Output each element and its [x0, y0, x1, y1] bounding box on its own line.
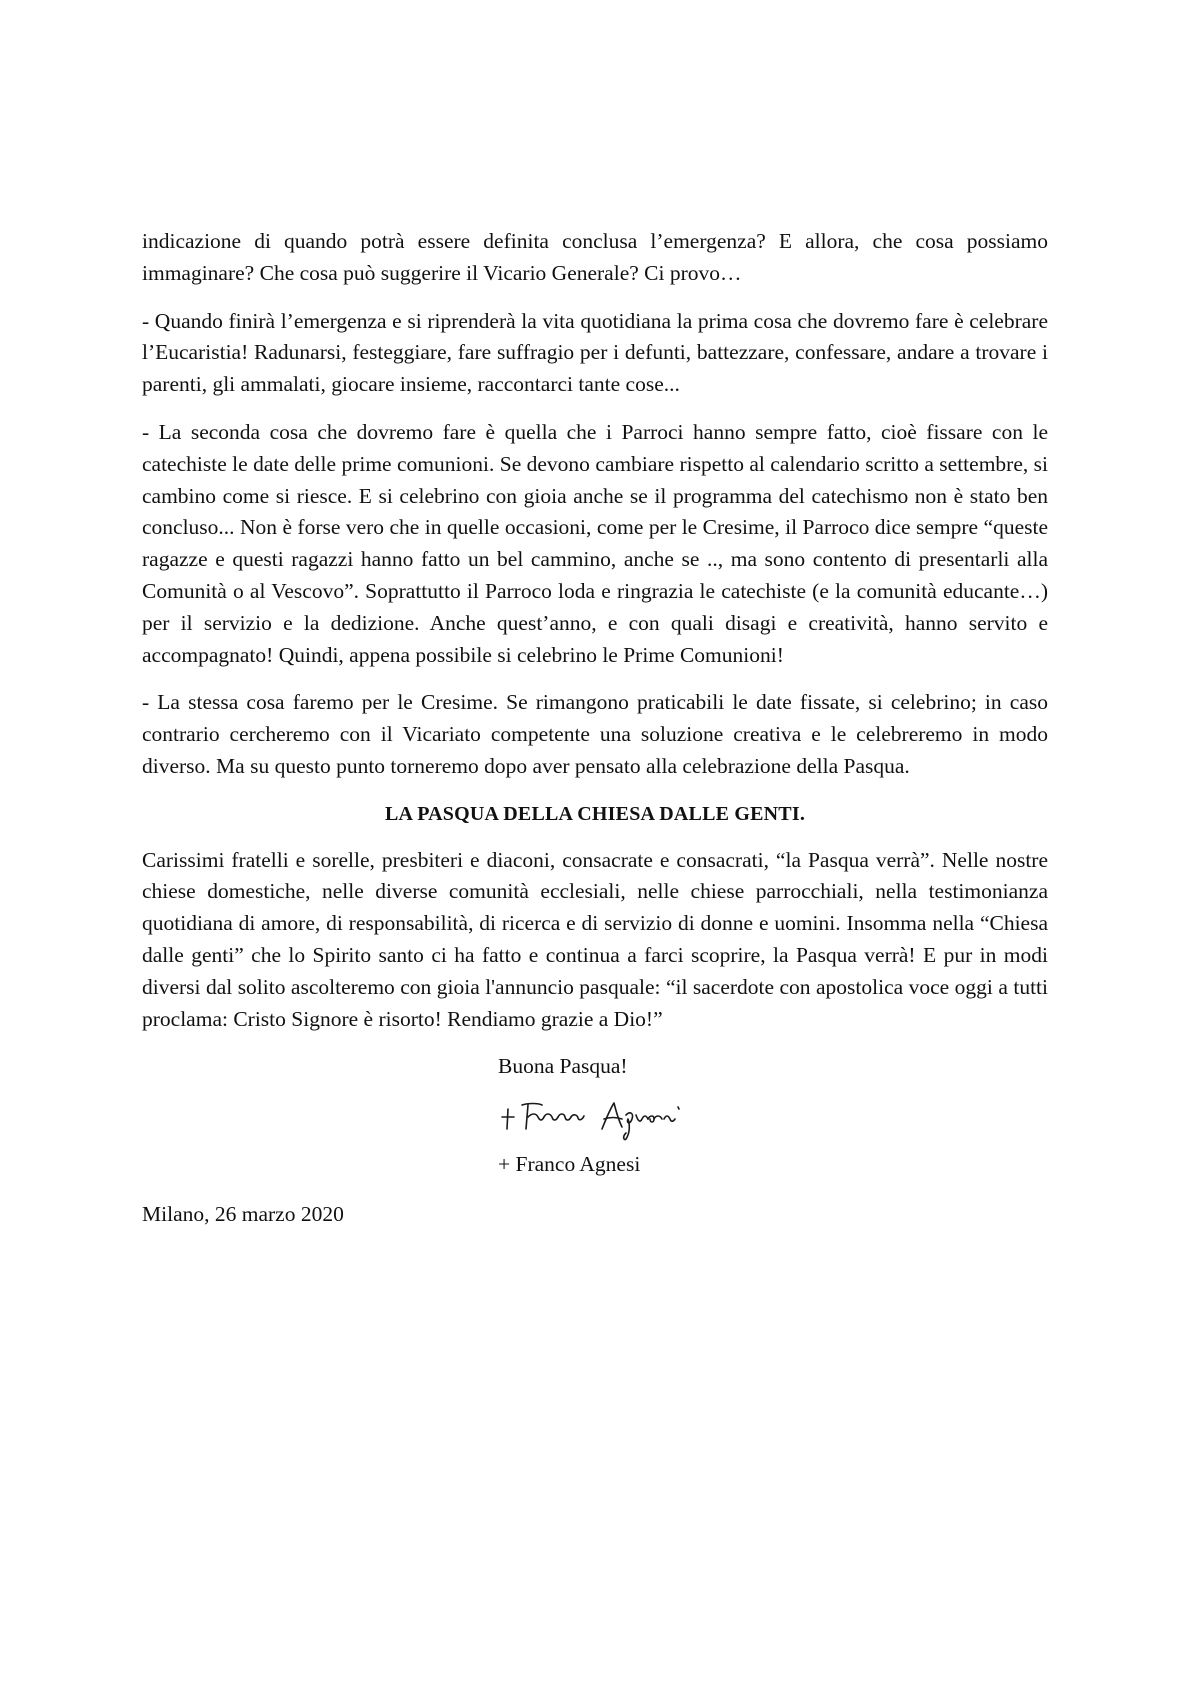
- signer-name: + Franco Agnesi: [498, 1152, 641, 1177]
- paragraph-eucharist: - Quando finirà l’emergenza e si riprenderà la vita quotidiana la prima cosa che dovremo fare è celebrare l’Eucaristia! Radunarsi, festeggiare, fare suffragio per i defunti, battezzare, confessare, andare a trovare i parenti, gli ammalati, giocare insieme, raccontarci tante cose...: [142, 308, 1048, 397]
- signature-icon: [498, 1089, 698, 1145]
- place-date: Milano, 26 marzo 2020: [142, 1201, 344, 1226]
- paragraph-confirmations: - La stessa cosa faremo per le Cresime. Se rimangono praticabili le date fissate, si celebrino; in caso contrario cercheremo con il Vicariato competente una soluzione creativa e le celebreremo in modo diverso. Ma su questo punto torneremo dopo aver pensato alla celebrazione della Pasqua.: [142, 690, 1048, 778]
- letter-body: [142, 226, 1048, 1231]
- closing-greeting: Buona Pasqua!: [498, 1054, 628, 1079]
- paragraph-easter: Carissimi fratelli e sorelle, presbiteri e diaconi, consacrate e consacrati, “la Pasqua verrà”. Nelle nostre chiese domestiche, nelle diverse comunità ecclesiali, nelle chiese parrocchiali, nella testimonianza quotidiana di amore, di responsabilità, di ricerca e di servizio di donne e uomini. Insomma nella “Chiesa dalle genti” che lo Spirito santo ci ha fatto e continua a farci scoprire, la Pasqua verrà! E pur in modi diversi dal solito ascolteremo con gioia l'annuncio pasquale: “il sacerdote con apostolica voce oggi a tutti proclama: Cristo Signore è risorto! Rendiamo grazie a Dio!”: [142, 847, 1048, 1031]
- section-heading: LA PASQUA DELLA CHIESA DALLE GENTI.: [384, 802, 806, 825]
- paragraph-first-communions: - La seconda cosa che dovremo fare è quella che i Parroci hanno sempre fatto, cioè fissare con le catechiste le date delle prime comunioni. Se devono cambiare rispetto al calendario scritto a settembre, si cambino come si riesce. E si celebrino con gioia anche se il programma del catechismo non è stato ben concluso... Non è forse vero che in quelle occasioni, come per le Cresime, il Parroco dice sempre “queste ragazze e questi ragazzi hanno fatto un bel cammino, anche se .., ma sono contento di presentarli alla Comunità o al Vescovo”. Soprattutto il Parroco loda e ringrazia le catechiste (e la comunità educante…) per il servizio e la dedizione. Anche quest’anno, e con quali disagi e creatività, hanno servito e accompagnato! Quindi, appena possibile si celebrino le Prime Comunioni!: [142, 419, 1048, 667]
- handwritten-signature: [498, 1089, 1048, 1145]
- paragraph-intro: indicazione di quando potrà essere definita conclusa l’emergenza? E allora, che cosa possiamo immaginare? Che cosa può suggerire il Vicario Generale? Ci provo…: [142, 229, 1048, 285]
